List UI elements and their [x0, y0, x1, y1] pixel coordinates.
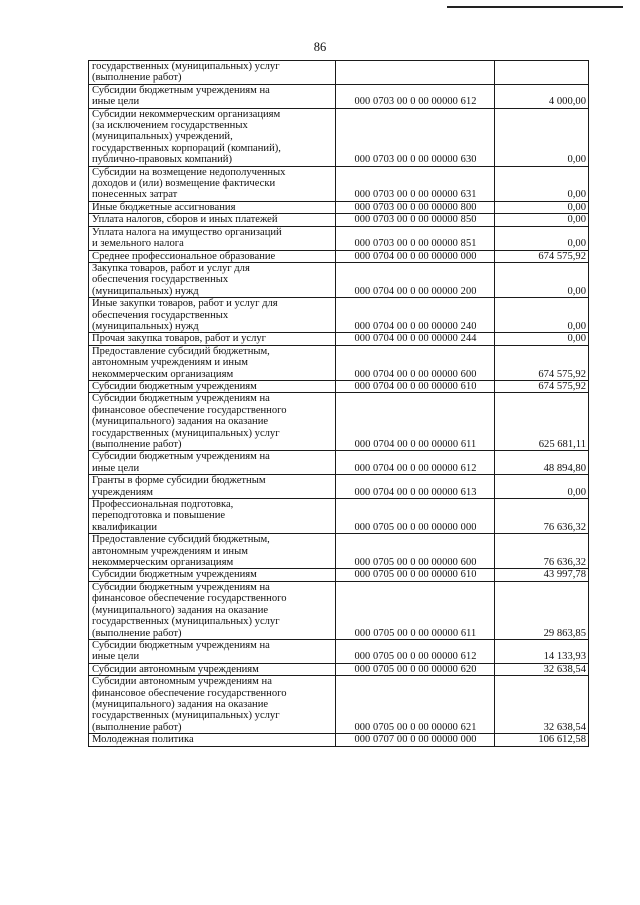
- budget-code-cell: 000 0705 00 0 00 00000 620: [336, 663, 495, 675]
- table-row: [89, 61, 589, 85]
- budget-code-cell: 000 0705 00 0 00 00000 000: [336, 499, 495, 534]
- budget-code-cell: [336, 61, 495, 85]
- expense-name-cell: Субсидии бюджетным учреждениям на иные цели: [89, 84, 336, 108]
- expense-name-cell: Субсидии на возмещение недополученных доходов и (или) возмещение фактически понесенных затрат: [89, 166, 336, 201]
- amount-cell: 106 612,58: [495, 734, 589, 746]
- budget-code-cell: 000 0705 00 0 00 00000 600: [336, 534, 495, 569]
- amount-cell: 0,00: [495, 333, 589, 345]
- budget-table: [88, 60, 589, 747]
- table-row: [89, 84, 589, 108]
- amount-cell: 0,00: [495, 475, 589, 499]
- table-row: [89, 214, 589, 226]
- table-row: [89, 298, 589, 333]
- expense-name-cell: Субсидии бюджетным учреждениям на финансовое обеспечение государственного (муниципального) задания на оказание государственных (муниципальных) услуг (выполнение работ): [89, 581, 336, 639]
- table-row: [89, 201, 589, 213]
- amount-cell: [495, 61, 589, 85]
- amount-cell: 76 636,32: [495, 534, 589, 569]
- amount-cell: 0,00: [495, 262, 589, 297]
- amount-cell: 674 575,92: [495, 345, 589, 380]
- page-number: 86: [313, 40, 327, 54]
- budget-code-cell: 000 0704 00 0 00 00000 200: [336, 262, 495, 297]
- expense-name-cell: Субсидии бюджетным учреждениям: [89, 380, 336, 392]
- table-row: [89, 581, 589, 639]
- amount-cell: 43 997,78: [495, 569, 589, 581]
- budget-code-cell: 000 0703 00 0 00 00000 631: [336, 166, 495, 201]
- table-row: [89, 345, 589, 380]
- table-row: [89, 534, 589, 569]
- expense-name-cell: Среднее профессиональное образование: [89, 250, 336, 262]
- budget-code-cell: 000 0703 00 0 00 00000 851: [336, 226, 495, 250]
- budget-code-cell: 000 0704 00 0 00 00000 613: [336, 475, 495, 499]
- amount-cell: 32 638,54: [495, 663, 589, 675]
- budget-code-cell: 000 0704 00 0 00 00000 611: [336, 393, 495, 451]
- amount-cell: 29 863,85: [495, 581, 589, 639]
- expense-name-cell: Прочая закупка товаров, работ и услуг: [89, 333, 336, 345]
- budget-code-cell: 000 0707 00 0 00 00000 000: [336, 734, 495, 746]
- budget-code-cell: 000 0705 00 0 00 00000 610: [336, 569, 495, 581]
- expense-name-cell: Профессиональная подготовка, переподготовка и повышение квалификации: [89, 499, 336, 534]
- table-row: [89, 393, 589, 451]
- expense-name-cell: Иные закупки товаров, работ и услуг для обеспечения государственных (муниципальных) нужд: [89, 298, 336, 333]
- amount-cell: 0,00: [495, 166, 589, 201]
- amount-cell: 76 636,32: [495, 499, 589, 534]
- budget-code-cell: 000 0705 00 0 00 00000 612: [336, 639, 495, 663]
- amount-cell: 32 638,54: [495, 676, 589, 734]
- amount-cell: 674 575,92: [495, 250, 589, 262]
- budget-code-cell: 000 0703 00 0 00 00000 630: [336, 108, 495, 166]
- table-row: [89, 250, 589, 262]
- budget-code-cell: 000 0704 00 0 00 00000 600: [336, 345, 495, 380]
- table-row: [89, 676, 589, 734]
- budget-code-cell: 000 0704 00 0 00 00000 612: [336, 451, 495, 475]
- expense-name-cell: Субсидии автономным учреждениям на финансовое обеспечение государственного (муниципального) задания на оказание государственных (муниципальных) услуг (выполнение работ): [89, 676, 336, 734]
- expense-name-cell: Субсидии бюджетным учреждениям на иные цели: [89, 451, 336, 475]
- table-row: [89, 451, 589, 475]
- budget-code-cell: 000 0704 00 0 00 00000 244: [336, 333, 495, 345]
- table-row: [89, 639, 589, 663]
- amount-cell: 0,00: [495, 226, 589, 250]
- expense-name-cell: Молодежная политика: [89, 734, 336, 746]
- amount-cell: 48 894,80: [495, 451, 589, 475]
- budget-code-cell: 000 0703 00 0 00 00000 800: [336, 201, 495, 213]
- expense-name-cell: Субсидии некоммерческим организациям (за исключением государственных (муниципальных) учреждений, государственных корпораций (компаний), публично-правовых компаний): [89, 108, 336, 166]
- table-row: [89, 166, 589, 201]
- budget-code-cell: 000 0704 00 0 00 00000 240: [336, 298, 495, 333]
- amount-cell: 0,00: [495, 214, 589, 226]
- expense-name-cell: Субсидии бюджетным учреждениям: [89, 569, 336, 581]
- table-row: [89, 734, 589, 746]
- expense-name-cell: Уплата налога на имущество организаций и земельного налога: [89, 226, 336, 250]
- table-row: [89, 475, 589, 499]
- amount-cell: 674 575,92: [495, 380, 589, 392]
- table-row: [89, 262, 589, 297]
- budget-code-cell: 000 0704 00 0 00 00000 000: [336, 250, 495, 262]
- expense-name-cell: Субсидии автономным учреждениям: [89, 663, 336, 675]
- budget-code-cell: 000 0704 00 0 00 00000 610: [336, 380, 495, 392]
- amount-cell: 0,00: [495, 201, 589, 213]
- expense-name-cell: Субсидии бюджетным учреждениям на иные цели: [89, 639, 336, 663]
- table-row: [89, 333, 589, 345]
- expense-name-cell: Субсидии бюджетным учреждениям на финансовое обеспечение государственного (муниципального) задания на оказание государственных (муниципальных) услуг (выполнение работ): [89, 393, 336, 451]
- expense-name-cell: государственных (муниципальных) услуг (выполнение работ): [89, 61, 336, 85]
- amount-cell: 625 681,11: [495, 393, 589, 451]
- amount-cell: 0,00: [495, 108, 589, 166]
- table-row: [89, 499, 589, 534]
- expense-name-cell: Уплата налогов, сборов и иных платежей: [89, 214, 336, 226]
- amount-cell: 14 133,93: [495, 639, 589, 663]
- budget-code-cell: 000 0703 00 0 00 00000 850: [336, 214, 495, 226]
- budget-code-cell: 000 0703 00 0 00 00000 612: [336, 84, 495, 108]
- amount-cell: 4 000,00: [495, 84, 589, 108]
- expense-name-cell: Иные бюджетные ассигнования: [89, 201, 336, 213]
- table-row: [89, 226, 589, 250]
- budget-code-cell: 000 0705 00 0 00 00000 621: [336, 676, 495, 734]
- table-row: [89, 380, 589, 392]
- table-row: [89, 663, 589, 675]
- budget-code-cell: 000 0705 00 0 00 00000 611: [336, 581, 495, 639]
- header-rule: [447, 6, 623, 8]
- table-row: [89, 569, 589, 581]
- table-row: [89, 108, 589, 166]
- expense-name-cell: Закупка товаров, работ и услуг для обеспечения государственных (муниципальных) нужд: [89, 262, 336, 297]
- expense-name-cell: Предоставление субсидий бюджетным, автономным учреждениям и иным некоммерческим организациям: [89, 534, 336, 569]
- expense-name-cell: Предоставление субсидий бюджетным, автономным учреждениям и иным некоммерческим организациям: [89, 345, 336, 380]
- expense-name-cell: Гранты в форме субсидии бюджетным учреждениям: [89, 475, 336, 499]
- budget-table-body: [89, 61, 589, 747]
- amount-cell: 0,00: [495, 298, 589, 333]
